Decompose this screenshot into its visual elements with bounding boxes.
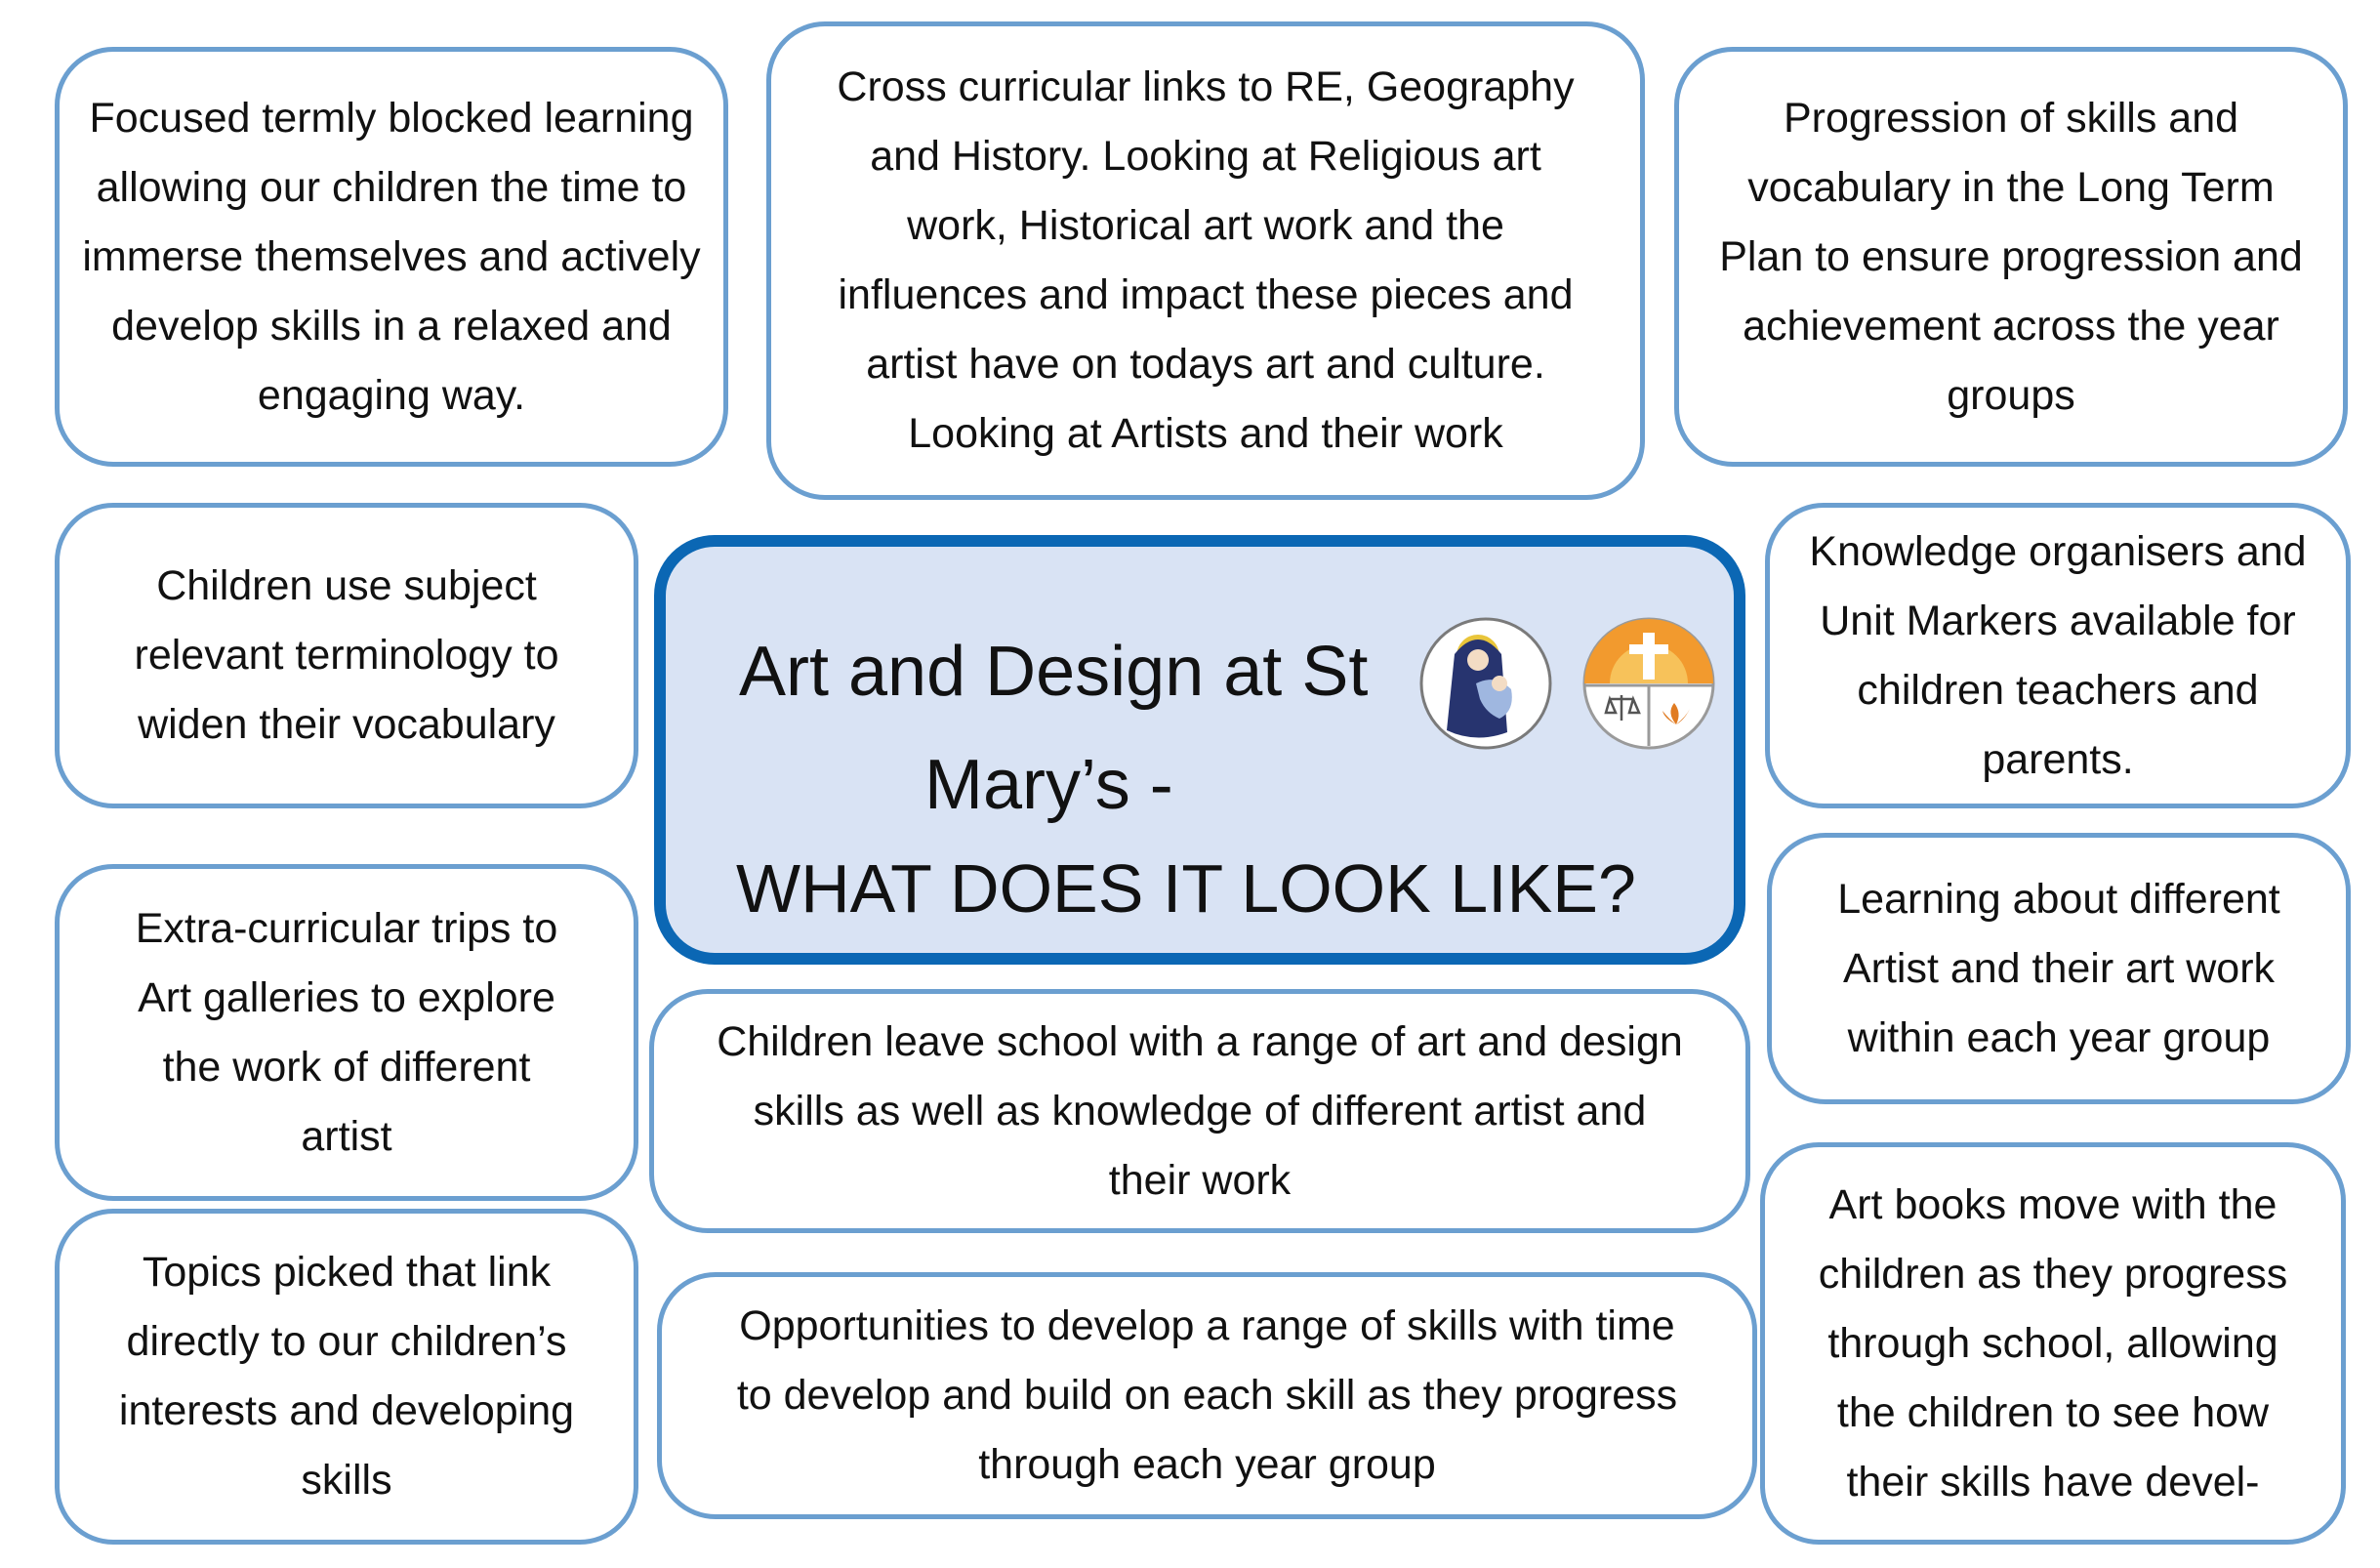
info-box-leave-school: [649, 989, 1750, 1233]
info-box-art-books: [1760, 1142, 2346, 1545]
info-box-learning-artists: [1767, 833, 2351, 1104]
info-box-text: Extra-curricular trips to Art galleries to explore the work of different artist: [135, 904, 558, 1160]
info-box-progression: [1674, 47, 2348, 467]
info-box-text: Cross curricular links to RE, Geography and History. Looking at Religious art work, Historical art work and the influences and impact these pieces and artist have on todays art and culture. Looking at Artists and their work: [837, 63, 1575, 457]
mary-icon: [1417, 615, 1554, 752]
info-box-focused-learning: [55, 47, 728, 467]
info-box-text: Opportunities to develop a range of skills with time to develop and build on each skill as they progress through each year group: [736, 1302, 1678, 1488]
center-title-panel: [654, 535, 1745, 965]
info-box-trips: [55, 864, 638, 1201]
info-box-text: Focused termly blocked learning allowing our children the time to immerse themselves and actively develop skills in a relaxed and engaging way.: [82, 94, 701, 419]
info-box-cross-curricular: [766, 21, 1645, 500]
info-box-text: Learning about different Artist and their art work within each year group: [1837, 875, 2280, 1061]
info-box-text: Topics picked that link directly to our children’s interests and developing skills: [118, 1249, 575, 1504]
page-title: [739, 615, 1368, 842]
info-box-opportunities: [657, 1272, 1757, 1519]
info-box-text: Children leave school with a range of art and design skills as well as knowledge of different artist and their work: [717, 1017, 1683, 1204]
school-crest-icon: [1580, 615, 1717, 752]
info-box-terminology: [55, 503, 638, 808]
info-box-text: Art books move with the children as they progress through school, allowing the children to see how their skills have devel-: [1818, 1180, 2288, 1506]
info-box-text: Knowledge organisers and Unit Markers available for children teachers and parents.: [1809, 527, 2307, 783]
page-subtitle: WHAT DOES IT LOOK LIKE?: [736, 850, 1636, 927]
info-box-topics: [55, 1209, 638, 1545]
title-line-1: Art and Design at St: [739, 633, 1369, 711]
info-box-text: Progression of skills and vocabulary in the Long Term Plan to ensure progression and achievement across the year groups: [1719, 94, 2303, 419]
info-box-knowledge-organisers: [1765, 503, 2351, 808]
title-line-2: Mary’s -: [924, 746, 1173, 824]
info-box-text: Children use subject relevant terminology to widen their vocabulary: [134, 562, 559, 748]
